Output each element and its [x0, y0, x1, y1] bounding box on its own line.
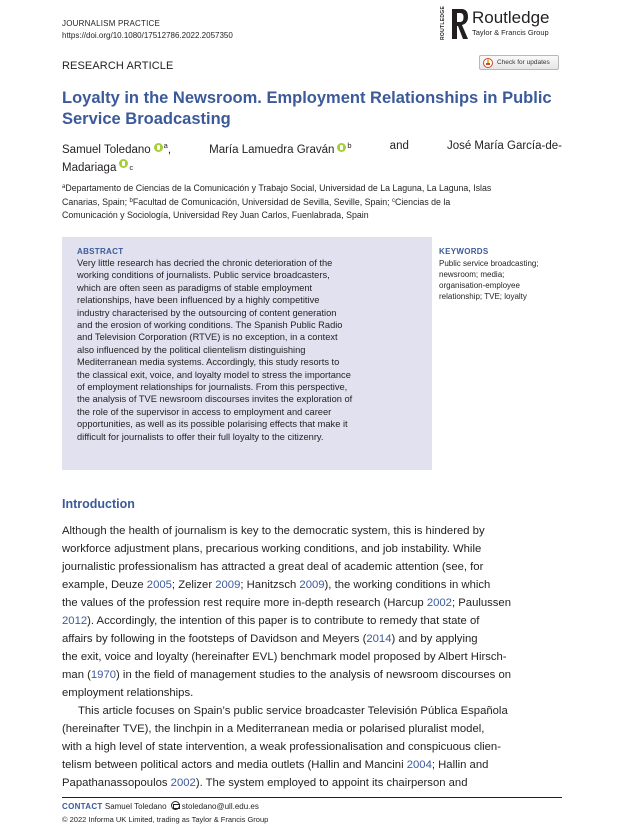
- keywords-list: [439, 258, 569, 302]
- crossmark-icon: [483, 58, 493, 68]
- section-heading-introduction: Introduction: [62, 497, 135, 511]
- publisher-subtitle: Taylor & Francis Group: [472, 28, 549, 37]
- citation-link[interactable]: 2002: [170, 777, 196, 789]
- abstract-line: difficult for journalists to offer their full loyalty to the citizenry.: [77, 431, 324, 442]
- body-text: Although the health of journalism is key to the democratic system, this is hindered by workforce adjustment plans, precarious working conditions, and job instability. While journalistic professionalism has attracted a great deal of academic attention (see, for example, Deuze 2005; Zelizer 2009; Hanitzsch 2009), the working conditions in which the values of the profession rest require more in-depth research (Harcup 2002; Paulussen 2012). Accordingly, the intention of this paper is to contribute to remedy that state of affairs by following in the footsteps of Davidson and Meyers (2014) and by applying the exit, voice and loyalty (hereinafter EVL) benchmark model proposed by Albert Hirsch- man (1970) in the field of management studies to the analysis of newsroom discourses on employment relationships. This article focuses on Spain’s public service broadcaster Televisión Pública Española (hereinafter TVE), the linchpin in a Mediterranean media or polarised pluralist model, with a high level of state intervention, a weak professionalisation and conspicuous clien- telism between political actors and media outlets (Hallin and Mancini 2004; Hallin and Papathanassopoulos 2002). The system employed to appoint its chairperson and: [62, 525, 512, 789]
- affiliation-marker: c: [129, 163, 134, 172]
- citation-link[interactable]: 2002: [426, 597, 452, 609]
- publisher-side-text: ROUTLEDGE: [440, 5, 446, 40]
- check-for-updates-button[interactable]: [479, 55, 559, 70]
- abstract-line: opportunities, as well as its possible polarising effects that make it: [77, 419, 348, 430]
- abstract-box: [62, 237, 432, 470]
- article-title: Loyalty in the Newsroom. Employment Relationships in Public Service Broadcasting: [62, 89, 552, 128]
- footer-divider: [62, 797, 562, 798]
- abstract-line: the analysis of TVE newsroom discourses invites the exploration of: [77, 394, 353, 405]
- publisher-logo[interactable]: [440, 5, 565, 42]
- abstract-line: the classical exit, voice, and loyalty model to stress the importance: [77, 369, 351, 380]
- abstract-line: industry characterised by the outsourcing of content generation: [77, 307, 337, 318]
- email-icon: [171, 801, 180, 810]
- keyword-line: newsroom; media;: [439, 270, 505, 279]
- author-name-continued[interactable]: Madariaga: [62, 162, 117, 174]
- abstract-line: and the erosion of working conditions. The Spanish Public Radio: [77, 320, 343, 331]
- contact-name: Samuel Toledano: [104, 802, 167, 811]
- author-conjunction: and: [389, 140, 409, 152]
- abstract-line: which are often seen as paradigms of stable employment: [77, 282, 313, 293]
- publisher-name: Routledge: [472, 8, 550, 27]
- citation-link[interactable]: 2014: [366, 633, 392, 645]
- author-list: Samuel Toledano $^a$, María Lamuedra Graván $^b$ and José María García-de- Madariaga c: [62, 137, 562, 177]
- journal-name: JOURNALISM PRACTICE: [62, 19, 161, 28]
- keywords-heading: KEYWORDS: [439, 247, 489, 256]
- abstract-line: Mediterranean media systems. Accordingly, this study resorts to: [77, 357, 340, 368]
- citation-link[interactable]: 2009: [299, 579, 325, 591]
- affiliations: $^a$Departamento de Ciencias de la Comunicación y Trabajo Social, Universidad de La Laguna, La Laguna, Islas Canarias, Spain; $^b$Facultad de Comunicación, Universidad de Sevilla, Seville, Spain; $^c$Ciencias de la Comunicación y Sociología, Universidad Rey Juan Carlos, Fuenlabrada, Spain: [62, 183, 492, 220]
- keyword-line: organisation-employee: [439, 281, 520, 290]
- abstract-line: of employment relationships for journalists. From this perspective,: [77, 382, 348, 393]
- citation-link[interactable]: 2004: [406, 759, 432, 771]
- contact-email[interactable]: stoledano@ull.edu.es: [181, 802, 259, 811]
- author-name[interactable]: José María García-de-: [446, 140, 562, 152]
- citation-link[interactable]: 2005: [146, 579, 172, 591]
- check-for-updates-label: Check for updates: [497, 59, 550, 66]
- affiliation-marker: b: [347, 141, 352, 150]
- abstract-line: and Television Corporation (RTVE) is no exception, in a context: [77, 332, 338, 343]
- orcid-icon[interactable]: [337, 143, 346, 152]
- abstract-line: working conditions of journalists. Public service broadcasters,: [77, 270, 330, 281]
- orcid-icon[interactable]: [154, 143, 163, 152]
- keyword-line: relationship; TVE; loyalty: [439, 292, 527, 301]
- author-name[interactable]: María Lamuedra Graván: [209, 144, 335, 156]
- keyword-line: Public service broadcasting;: [439, 259, 539, 268]
- citation-link[interactable]: 1970: [90, 669, 117, 681]
- abstract-text: [77, 257, 417, 443]
- routledge-r-icon: [452, 9, 469, 39]
- abstract-line: relationships, have been influenced by a highly competitive: [77, 295, 320, 306]
- abstract-line: the role of the supervisor in access to employment and career: [77, 406, 332, 417]
- citation-link[interactable]: 2009: [215, 579, 241, 591]
- article-type: RESEARCH ARTICLE: [62, 60, 174, 72]
- contact-label: CONTACT: [62, 802, 103, 811]
- citation-link[interactable]: 2012: [62, 615, 88, 627]
- abstract-line: also influenced by the political clientelism distinguishing: [77, 344, 306, 355]
- copyright-notice: © 2022 Informa UK Limited, trading as Taylor & Francis Group: [62, 815, 269, 824]
- author-name[interactable]: Samuel Toledano: [62, 144, 151, 156]
- affiliation-marker: a: [163, 141, 168, 150]
- abstract-heading: ABSTRACT: [77, 247, 124, 256]
- abstract-line: Very little research has decried the chronic deterioration of the: [77, 258, 333, 268]
- doi-link[interactable]: https://doi.org/10.1080/17512786.2022.2057350: [62, 31, 233, 40]
- orcid-icon[interactable]: [119, 159, 128, 168]
- contact-info: [62, 801, 259, 812]
